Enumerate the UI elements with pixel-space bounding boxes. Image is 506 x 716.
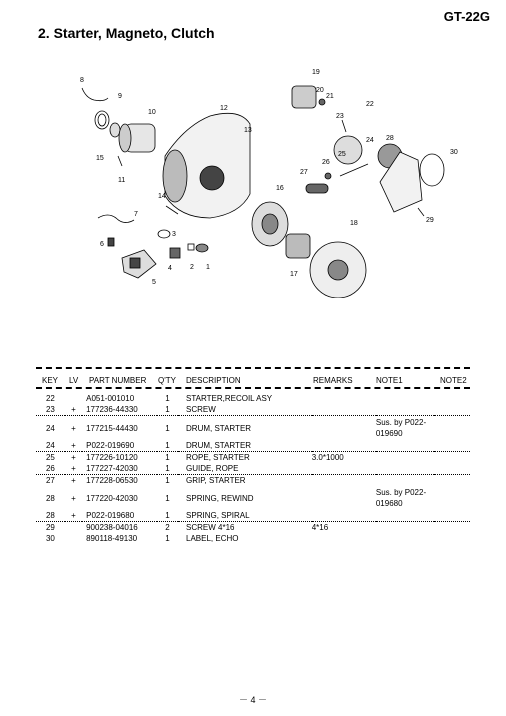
callout-16: 16	[276, 185, 284, 192]
cell-n1: Sus. by P022-019690	[375, 418, 427, 438]
cell-qty: 2	[165, 523, 170, 532]
cell-desc: GUIDE, ROPE	[178, 463, 312, 475]
model-label: GT-22G	[443, 9, 490, 24]
cell-lv: +	[71, 453, 76, 462]
col-note1: NOTE1	[376, 376, 403, 385]
cell-rem	[312, 475, 376, 487]
cell-rem: 4*16	[311, 523, 329, 532]
table-row	[36, 510, 470, 522]
cell-desc: ROPE, STARTER	[186, 453, 250, 462]
cell-n1	[376, 393, 434, 404]
cell-desc: DRUM, STARTER	[186, 423, 252, 433]
col-key: KEY	[42, 376, 59, 385]
cell-pn: P022-019680	[82, 510, 157, 522]
cell-desc: STARTER,RECOIL ASY	[186, 394, 273, 403]
cell-n1	[376, 475, 434, 487]
exploded-diagram	[30, 58, 480, 298]
cell-n2	[434, 440, 470, 452]
cell-key: 28	[45, 493, 55, 503]
cell-key: 23	[36, 404, 65, 416]
cell-rem	[312, 486, 376, 510]
table-row	[36, 440, 470, 452]
cell-n2	[434, 463, 470, 475]
callout-22: 22	[366, 101, 374, 108]
cell-lv: +	[71, 423, 76, 433]
callout-11: 11	[118, 177, 126, 184]
cell-desc: SPRING, REWIND	[186, 493, 254, 503]
callout-14: 14	[158, 193, 166, 200]
table-row	[36, 533, 470, 544]
cell-rem	[312, 440, 376, 452]
cell-qty: 1	[157, 404, 178, 416]
cell-qty: 1	[165, 476, 170, 485]
col-remarks: REMARKS	[313, 376, 353, 385]
cell-n2	[434, 416, 470, 441]
callout-27: 27	[300, 169, 308, 176]
cell-lv	[65, 522, 82, 534]
col-description: DESCRIPTION	[186, 376, 241, 385]
callout-26: 26	[322, 159, 330, 166]
cell-desc: DRUM, STARTER	[178, 440, 312, 452]
callout-25: 25	[338, 151, 346, 158]
callout-7: 7	[134, 211, 138, 218]
cell-n2	[434, 475, 470, 487]
cell-qty: 1	[157, 463, 178, 475]
cell-rem	[312, 416, 376, 441]
cell-pn: 177228-06530	[86, 476, 138, 485]
callout-30: 30	[450, 149, 458, 156]
callout-9: 9	[118, 93, 122, 100]
cell-qty: 1	[157, 440, 178, 452]
page-title: 2. Starter, Magneto, Clutch	[38, 25, 215, 41]
table-row	[36, 522, 470, 534]
cell-key: 22	[45, 394, 55, 403]
cell-n1	[376, 522, 434, 534]
callout-18: 18	[350, 220, 358, 227]
cell-rem	[312, 463, 376, 475]
cell-lv: +	[65, 440, 82, 452]
cell-lv: +	[71, 476, 76, 485]
cell-n2	[434, 522, 470, 534]
header-rule-top	[36, 367, 470, 369]
callout-28: 28	[386, 135, 394, 142]
col-lv: LV	[69, 376, 79, 385]
cell-desc: SCREW 4*16	[186, 523, 235, 532]
cell-key: 26	[36, 463, 65, 475]
callout-15: 15	[96, 155, 104, 162]
callout-12: 12	[220, 105, 228, 112]
cell-qty: 1	[165, 394, 170, 403]
cell-key: 29	[45, 523, 55, 532]
callout-2: 2	[190, 264, 194, 271]
cell-key: 28	[36, 510, 65, 522]
callout-3: 3	[172, 231, 176, 238]
cell-rem: 3.0*1000	[311, 453, 344, 462]
col-qty: Q'TY	[158, 376, 176, 385]
cell-pn: P022-019690	[82, 440, 157, 452]
callout-20: 20	[316, 87, 324, 94]
cell-qty: 1	[165, 493, 170, 503]
cell-pn: 177215-44430	[86, 423, 138, 433]
callout-6: 6	[100, 241, 104, 248]
cell-qty: 1	[165, 423, 170, 433]
table-row	[36, 486, 470, 510]
cell-key: 25	[45, 453, 55, 462]
table-row	[36, 475, 470, 487]
cell-pn: 900238-04016	[86, 523, 138, 532]
cell-rem	[312, 510, 376, 522]
callout-4: 4	[168, 265, 172, 272]
cell-lv: +	[71, 493, 76, 503]
cell-n2	[434, 533, 470, 544]
cell-n1	[376, 452, 434, 464]
cell-desc: LABEL, ECHO	[186, 534, 239, 543]
page-number: － 4 －	[238, 695, 267, 705]
col-part-number: PART NUMBER	[89, 376, 147, 385]
cell-n2	[434, 486, 470, 510]
cell-n1	[376, 440, 434, 452]
col-note2: NOTE2	[440, 376, 467, 385]
callout-10: 10	[148, 109, 156, 116]
cell-key: 27	[45, 476, 55, 485]
cell-desc: SPRING, SPIRAL	[178, 510, 312, 522]
cell-n2	[434, 404, 470, 416]
callout-21: 21	[326, 93, 334, 100]
cell-rem	[312, 533, 376, 544]
table-row	[36, 416, 470, 441]
cell-pn: 177227-42030	[82, 463, 157, 475]
cell-desc: GRIP, STARTER	[186, 476, 246, 485]
cell-pn: 890118-49130	[86, 534, 138, 543]
callout-13: 13	[244, 127, 252, 134]
cell-desc: SCREW	[178, 404, 312, 416]
callout-17: 17	[290, 271, 298, 278]
callout-1: 1	[206, 264, 210, 271]
table-row	[36, 404, 470, 416]
cell-lv: +	[65, 510, 82, 522]
callout-23: 23	[336, 113, 344, 120]
cell-n2	[434, 510, 470, 522]
cell-n1	[376, 510, 434, 522]
cell-pn: 177220-42030	[86, 493, 138, 503]
callout-19: 19	[312, 69, 320, 76]
table-row	[36, 452, 470, 464]
cell-pn: 177226-10120	[86, 453, 138, 462]
callout-29: 29	[426, 217, 434, 224]
cell-n2	[434, 393, 470, 404]
callout-24: 24	[366, 137, 374, 144]
cell-key: 24	[36, 440, 65, 452]
table-row	[36, 393, 470, 404]
cell-n1: Sus. by P022-019680	[375, 488, 427, 508]
cell-qty: 1	[165, 453, 170, 462]
cell-rem	[312, 404, 376, 416]
callout-8: 8	[80, 77, 84, 84]
cell-n1	[376, 463, 434, 475]
cell-key: 30	[45, 534, 55, 543]
cell-pn: 177236-44330	[82, 404, 157, 416]
cell-pn: A051-001010	[86, 394, 135, 403]
table-row	[36, 463, 470, 475]
cell-n1	[376, 533, 434, 544]
cell-qty: 1	[157, 510, 178, 522]
header-rule-bottom	[36, 387, 470, 389]
parts-table	[36, 393, 470, 544]
cell-lv	[65, 533, 82, 544]
cell-key: 24	[45, 423, 55, 433]
cell-qty: 1	[165, 534, 170, 543]
cell-lv	[65, 393, 82, 404]
cell-n1	[376, 404, 434, 416]
cell-lv: +	[65, 404, 82, 416]
cell-lv: +	[65, 463, 82, 475]
cell-rem	[312, 393, 376, 404]
cell-n2	[434, 452, 470, 464]
callout-5: 5	[152, 279, 156, 286]
